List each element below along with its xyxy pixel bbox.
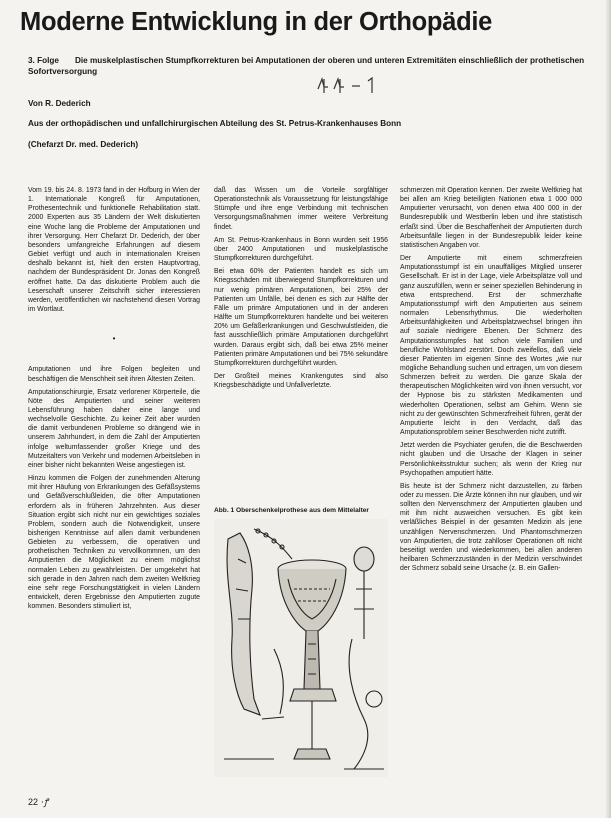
handwritten-note bbox=[312, 73, 382, 97]
paragraph: Amputationen und ihre Folgen begleiten und beschäftigen die Menschheit seit ihren Ältesten Zeiten. bbox=[28, 366, 200, 383]
paragraph: Vom 19. bis 24. 8. 1973 fand in der Hofburg in Wien der 1. Internationale Kongreß für Amputationen, Prothesentechnik und funktionelle Rehabilitation statt. 2000 Experten aus 35 Ländern der Welt diskutierten eine Woche lang die Probleme der Amputationen und ihrer Versorgung. Herr Chefarzt Dr. Dederich, der über besonders umfangreiche Erfahrungen auf diesem Gebiet verfügt und auch in internationalen Kreisen deshalb bekannt ist, hielt den ersten Hauptvortrag, nachdem der Bundespräsident Dr. Jonas den Kongreß eröffnet hatte. Da das diskutierte Problem auch die Leserschaft unserer Zeitschrift sicher interessieren werden, veröffentlichen wir nachstehend diesen Vortrag im Wortlaut. bbox=[28, 187, 200, 314]
text-column-1 bbox=[28, 186, 200, 792]
paragraph: Der Amputierte mit einem schmerzfreien Amputationsstumpf ist ein unauffälliges Mitglied unserer Gesellschaft. Er ist in der Lage, viele Arbeitsplätze voll und ganz auszufüllen, wenn er seiner speziellen Behinderung in etwa entsprechend. Erst der schmerzhafte Amputationsstumpf wirft den Amputierten aus seinem normalen Lebensrhythmus. Die wiederholten Arbeitsunfähigkeiten und Arbeitsplatzwechsel bringen ihn auf soziale niedrigere Ebenen. Der Schmerz des Amputationsstumpfes hat schon viele Familien und berufliche Wohlstand zerstört. Doch zweifellos, daß viele dieser Patienten im eigenen Sinne des Wortes „wie nur mögliche Behandlung suchen und ertragen, um von diesem Schmerzen befreit zu werden. Die ganze Skala der therapeutischen Möglichkeiten wird von ihnen versucht, vor der Hypnose bis zu stärksten Medikamenten und wiederholten Operationen, selbst am Gehirn. Wenn sie nicht zu der gewünschten Schmerzfreiheit führen, gerät der Amputierte leicht in den Verdacht, daß das Amputationsproblem seiner Beschwerden nicht zutrifft. bbox=[400, 255, 582, 437]
paragraph: daß das Wissen um die Vorteile sorgfältiger Operationstechnik als Voraussetzung für leistungsfähige Stümpfe und ihre enge Verbindung mit technischen Versorgungsmaßnahmen immer weitere Verbreitung findet. bbox=[214, 187, 388, 231]
prosthesis-illustration bbox=[214, 519, 388, 777]
series-part: 3. Folge bbox=[28, 56, 59, 65]
article-title: Moderne Entwicklung in der Orthopädie bbox=[20, 8, 493, 36]
page-footer bbox=[28, 795, 48, 808]
paragraph: Jetzt werden die Psychiater gerufen, die die Beschwerden nicht glauben und die Ursache der Klagen in seiner Persönlichkeitsstruktur suchen; als wenn der Krieg nur Psychopathen amputiert hätte. bbox=[400, 442, 582, 477]
paragraph: Am St. Petrus-Krankenhaus in Bonn wurden seit 1956 über 2400 Amputationen und muskelplastische Stumpfkorrekturen durchgeführt. bbox=[214, 236, 388, 263]
paragraph: Bei etwa 60% der Patienten handelt es sich um Kriegsschäden mit überwiegend Stumpfkorrekturen und nur wenig primären Amputationen, bei 25% der Patienten um Unfälle, bei denen es sich zur Hälfte der Fälle um primäre Amputationen und in der anderen Hälfte um Stumpfkorrekturen handelte und bei weiteren 20% um Gefäßerkrankungen und Geschwulstleiden, die fast ausschließlich primäre Amputationen durchgeführt wurden. Daraus ergibt sich, daß bei etwa 25% meiner Patienten primäre Amputationen und bei 75% sekundäre Stumpfkorrekturen durchgeführt wurden. bbox=[214, 268, 388, 367]
figure-prosthesis bbox=[214, 507, 388, 797]
paragraph: Bis heute ist der Schmerz nicht darzustellen, zu färben oder zu messen. Die Ärzte können ihn nur glauben, und wir sollten den Nervenschmerz der Amputierten glauben und mit ihm nicht ausweichen versuchen. Es gibt kein verläßliches Beispiel in der gesamten Medizin als jene unzähligen Nervenschmerzen. Und Phantomschmerzen von Amputierten, die trotz zahlloser Operationen oft nicht beseitigt werden und wiederkommen, bei allen anderen heilbaren Schmerzzuständen in der Medizin verschwindet der Schmerz sobald seine Ursache (z. B. ein Gallen- bbox=[400, 482, 582, 573]
paragraph: Amputationschirurgie, Ersatz verlorener Körperteile, die Nöte des Amputierten und seiner weiteren Lebensführung haben daher eine lange und wechselvolle Geschichte. Zu keiner Zeit aber wurden die damit verbundenen Probleme so drängend wie in unserem Jahrhundert, in dem die Zahl der Amputierten infolge weltumfassender großer Kriege und des Mutzeitalters von Verkehr und modernen Arbeitsleben in einer bisher nicht bekannten Weise angestiegen ist. bbox=[28, 388, 200, 469]
department-line: Aus der orthopädischen und unfallchirurgischen Abteilung des St. Petrus-Krankenhauses Bonn bbox=[28, 119, 402, 128]
author-line: Von R. Dederich bbox=[28, 99, 91, 108]
text-column-3 bbox=[400, 186, 582, 806]
page-number: 22 bbox=[28, 797, 39, 807]
chief-line: (Chefarzt Dr. med. Dederich) bbox=[28, 140, 139, 149]
section-separator: • bbox=[112, 334, 116, 344]
footer-mark: ·ꝭ bbox=[41, 798, 49, 808]
paragraph: Der Großteil meines Krankengutes sind also Kriegsbeschädigte und Unfallverletzte. bbox=[214, 372, 388, 390]
paragraph: Hinzu kommen die Folgen der zunehmenden Alterung mit ihrer Häufung von Erkrankungen des Gefäßsystems und Gefäßverschlußleiden, die öfter Amputationen erfordern als in früheren Jahrzehnten. Aus dieser Situation ergibt sich nicht nur ein gewichtiges soziales Problem, sondern auch die Notwendigkeit, unsere bisherigen Kenntnisse auf allen damit verbundenen Gebieten zu verbessern, die operativen und prothetischen Techniken zu vervollkommnen, um den Amputierten die Möglichkeit zu einem möglichst normalen Leben zu gewährleisten. Der umgekehrt hat sich gerade in den Jahren nach dem zweiten Weltkrieg eine sehr rege Forschungstätigkeit in vielen Ländern entwickelt, deren Ergebnisse den Amputierten zugute kommen. Besonders stimuliert ist, bbox=[28, 475, 200, 611]
series-subtitle: Die muskelplastischen Stumpfkorrekturen bei Amputationen der oberen und unteren Extremitäten einschließlich der prothetischen Sofortversorgung bbox=[28, 56, 585, 76]
figure-caption: Abb. 1 Oberschenkelprothese aus dem Mittelalter bbox=[214, 507, 369, 514]
scan-edge-shadow bbox=[605, 0, 611, 818]
paragraph: schmerzen mit Operation kennen. Der zweite Weltkrieg hat bei allen am Krieg beteiligten Nationen etwa 1 000 000 Amputierter verursacht, von denen etwa 400 000 in der Bundesrepublik und Westberlin leben und ihre statistisch erfaßt sind. Über die Beschaffenheit der Amputierten durch Arbeitsunfälle liegen in der Bundesrepublik leider keine statistischen Angaben vor. bbox=[400, 187, 582, 249]
text-column-2 bbox=[214, 186, 388, 504]
